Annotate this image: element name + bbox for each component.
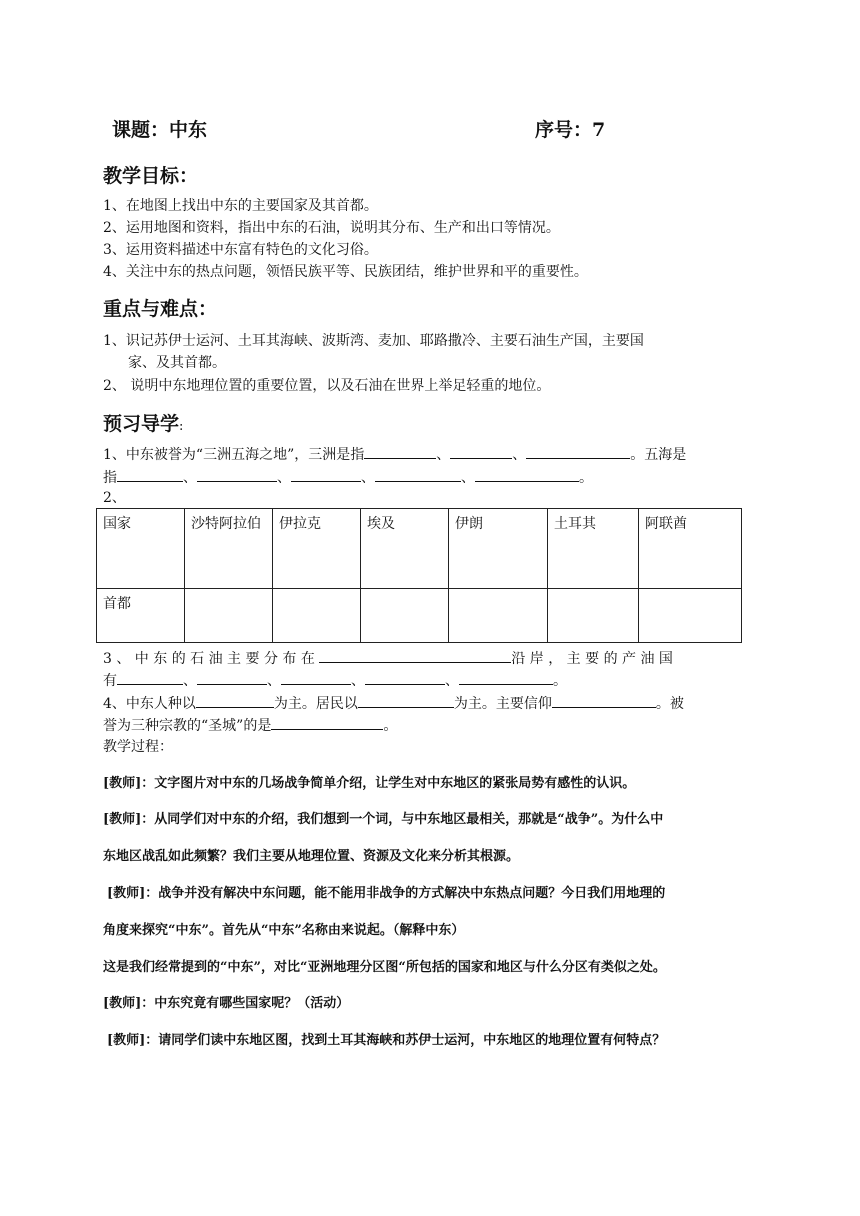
question-2-label: 2、 xyxy=(103,490,126,506)
lesson-topic: 课题：中东 xyxy=(112,119,208,141)
process-heading: 教学过程： xyxy=(103,739,173,755)
answer-blank[interactable] xyxy=(281,670,351,685)
process-paragraph: [教师]：战争并没有解决中东问题，能不能用非战争的方式解决中东热点问题？今日我们用地理的 xyxy=(107,886,666,901)
goal-item: 2、运用地图和资料，指出中东的石油，说明其分布、生产和出口等情况。 xyxy=(103,220,560,236)
goal-item: 4、关注中东的热点问题，领悟民族平等、民族团结，维护世界和平的重要性。 xyxy=(103,264,588,280)
answer-blank[interactable] xyxy=(375,467,461,482)
answer-blank[interactable] xyxy=(196,693,274,708)
key-heading: 重点与难点： xyxy=(103,298,218,320)
question-4-cont: 誉为三种宗教的“圣城”的是 。 xyxy=(103,715,397,737)
key-item-2: 2、 说明中东地理位置的重要位置，以及石油在世界上举足轻重的地位。 xyxy=(103,378,551,394)
process-paragraph-cont: 角度来探究“中东”。首先从“中东”名称由来说起。（解释中东） xyxy=(103,923,465,938)
question-3-cont: 有 、 、 、 、 。 xyxy=(103,670,567,692)
question-4: 4、中东人种以 为主。居民以 为主。主要信仰 。被 xyxy=(103,693,684,715)
key-item-1-cont: 家、及其首都。 xyxy=(128,355,226,371)
capital-input-cell[interactable] xyxy=(548,589,639,643)
answer-blank[interactable] xyxy=(117,467,183,482)
answer-blank[interactable] xyxy=(552,693,656,708)
key-item-1: 1、识记苏伊士运河、土耳其海峡、波斯湾、麦加、耶路撒冷、主要石油生产国，主要国 xyxy=(103,333,644,349)
table-cell: 首都 xyxy=(97,589,185,643)
preview-heading: 预习导学: xyxy=(103,413,184,435)
answer-blank[interactable] xyxy=(364,444,436,459)
answer-blank[interactable] xyxy=(319,648,511,663)
capital-input-cell[interactable] xyxy=(449,589,548,643)
capital-input-cell[interactable] xyxy=(639,589,742,643)
question-1: 1、中东被誉为“三洲五海之地”，三洲是指 、 、 。五海是 xyxy=(103,444,686,466)
capital-input-cell[interactable] xyxy=(185,589,273,643)
table-row xyxy=(97,509,742,589)
table-row xyxy=(97,589,742,643)
table-cell: 伊拉克 xyxy=(273,509,361,589)
answer-blank[interactable] xyxy=(291,467,361,482)
goals-heading: 教学目标： xyxy=(103,165,199,187)
answer-blank[interactable] xyxy=(526,444,630,459)
answer-blank[interactable] xyxy=(475,467,579,482)
answer-blank[interactable] xyxy=(450,444,512,459)
answer-blank[interactable] xyxy=(197,467,277,482)
answer-blank[interactable] xyxy=(117,670,183,685)
question-1-cont: 指 、 、 、 、 。 xyxy=(103,467,593,489)
answer-blank[interactable] xyxy=(197,670,267,685)
answer-blank[interactable] xyxy=(358,693,454,708)
process-paragraph: [教师]：文字图片对中东的几场战争简单介绍，让学生对中东地区的紧张局势有感性的认识。 xyxy=(103,776,636,791)
capital-input-cell[interactable] xyxy=(361,589,449,643)
goal-item: 1、在地图上找出中东的主要国家及其首都。 xyxy=(103,198,378,214)
table-cell: 土耳其 xyxy=(548,509,639,589)
table-cell: 阿联酋 xyxy=(639,509,742,589)
answer-blank[interactable] xyxy=(271,715,383,730)
table-cell: 埃及 xyxy=(361,509,449,589)
table-cell: 伊朗 xyxy=(449,509,548,589)
process-paragraph: 这是我们经常提到的“中东”，对比“亚洲地理分区图“所包括的国家和地区与什么分区有类似之处。 xyxy=(103,960,666,975)
goal-item: 3、运用资料描述中东富有特色的文化习俗。 xyxy=(103,242,378,258)
process-paragraph: [教师]：中东究竟有哪些国家呢？（活动） xyxy=(103,996,350,1011)
answer-blank[interactable] xyxy=(459,670,553,685)
capitals-table xyxy=(96,508,742,643)
table-cell: 国家 xyxy=(97,509,185,589)
table-cell: 沙特阿拉伯 xyxy=(185,509,273,589)
process-paragraph: [教师]：从同学们对中东的介绍，我们想到一个词，与中东地区最相关，那就是“战争”。为什么中 xyxy=(103,812,664,827)
process-paragraph-cont: 东地区战乱如此频繁？我们主要从地理位置、资源及文化来分析其根源。 xyxy=(103,849,520,864)
question-3: 3 、 中 东 的 石 油 主 要 分 布 在 沿 岸 ， 主 要 的 产 油 国 xyxy=(103,648,673,670)
answer-blank[interactable] xyxy=(365,670,445,685)
lesson-sequence: 序号：7 xyxy=(535,119,606,141)
capital-input-cell[interactable] xyxy=(273,589,361,643)
process-paragraph: [教师]：请同学们读中东地区图，找到土耳其海峡和苏伊士运河，中东地区的地理位置有何特点？ xyxy=(107,1033,666,1048)
